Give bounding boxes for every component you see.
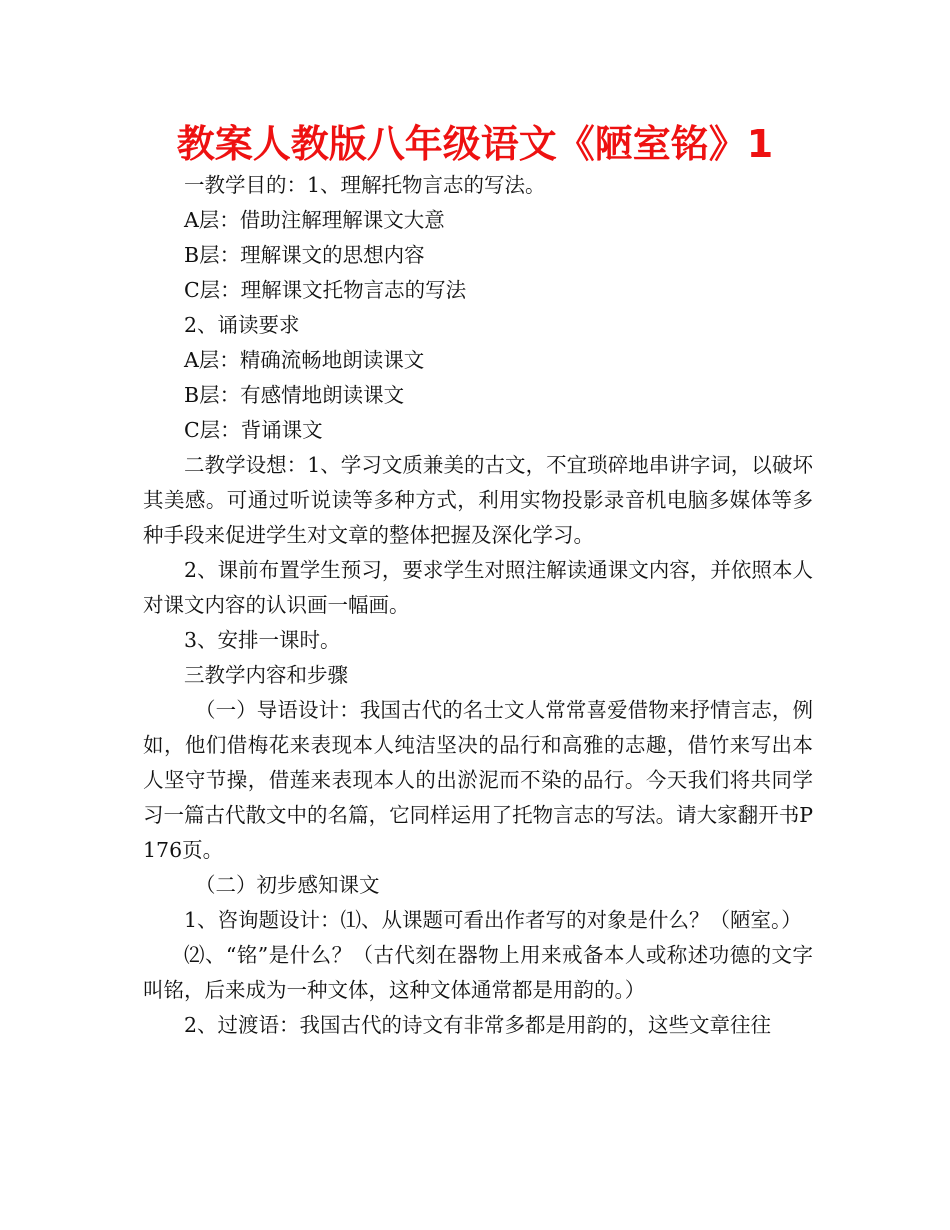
paragraph: C层：理解课文托物言志的写法 (184, 278, 467, 302)
paragraph: （一）导语设计：我国古代的名士文人常常喜爱借物来抒情言志，例如，他们借梅花来表现本人纯洁坚决的品行和高雅的志趣，借竹来写出本人坚守节操，借莲来表现本人的出淤泥而不染的品行。今天我们将共同学习一篇古代散文中的名篇，它同样运用了托物言志的写法。请大家翻开书P176页。 (143, 698, 813, 862)
paragraph: 三教学内容和步骤 (184, 663, 348, 687)
paragraph: B层：理解课文的思想内容 (184, 243, 425, 267)
paragraph: 二教学设想：1、学习文质兼美的古文，不宜琐碎地串讲字词，以破坏其美感。可通过听说读等多种方式，利用实物投影录音机电脑多媒体等多种手段来促进学生对文章的整体把握及深化学习。 (143, 453, 813, 547)
paragraph: （二）初步感知课文 (195, 873, 380, 897)
paragraph: ⑵、“铭”是什么？（古代刻在器物上用来戒备本人或称述功德的文字叫铭，后来成为一种文体，这种文体通常都是用韵的。） (143, 943, 813, 1002)
paragraph: 2、诵读要求 (184, 313, 300, 337)
paragraph: 3、安排一课时。 (184, 628, 341, 652)
document-body (143, 168, 813, 1043)
paragraph: A层：借助注解理解课文大意 (184, 208, 445, 232)
paragraph: 一教学目的：1、理解托物言志的写法。 (184, 173, 546, 197)
paragraph: B层：有感情地朗读课文 (184, 383, 405, 407)
paragraph: 2、课前布置学生预习，要求学生对照注解读通课文内容，并依照本人对课文内容的认识画一幅画。 (143, 558, 813, 617)
paragraph: A层：精确流畅地朗读课文 (184, 348, 425, 372)
paragraph: 1、咨询题设计：⑴、从课题可看出作者写的对象是什么？（陋室。） (184, 908, 802, 932)
paragraph: 2、过渡语：我国古代的诗文有非常多都是用韵的，这些文章往往 (184, 1013, 772, 1037)
page-title: 教案人教版八年级语文《陋室铭》1 (176, 122, 774, 166)
paragraph: C层：背诵课文 (184, 418, 323, 442)
